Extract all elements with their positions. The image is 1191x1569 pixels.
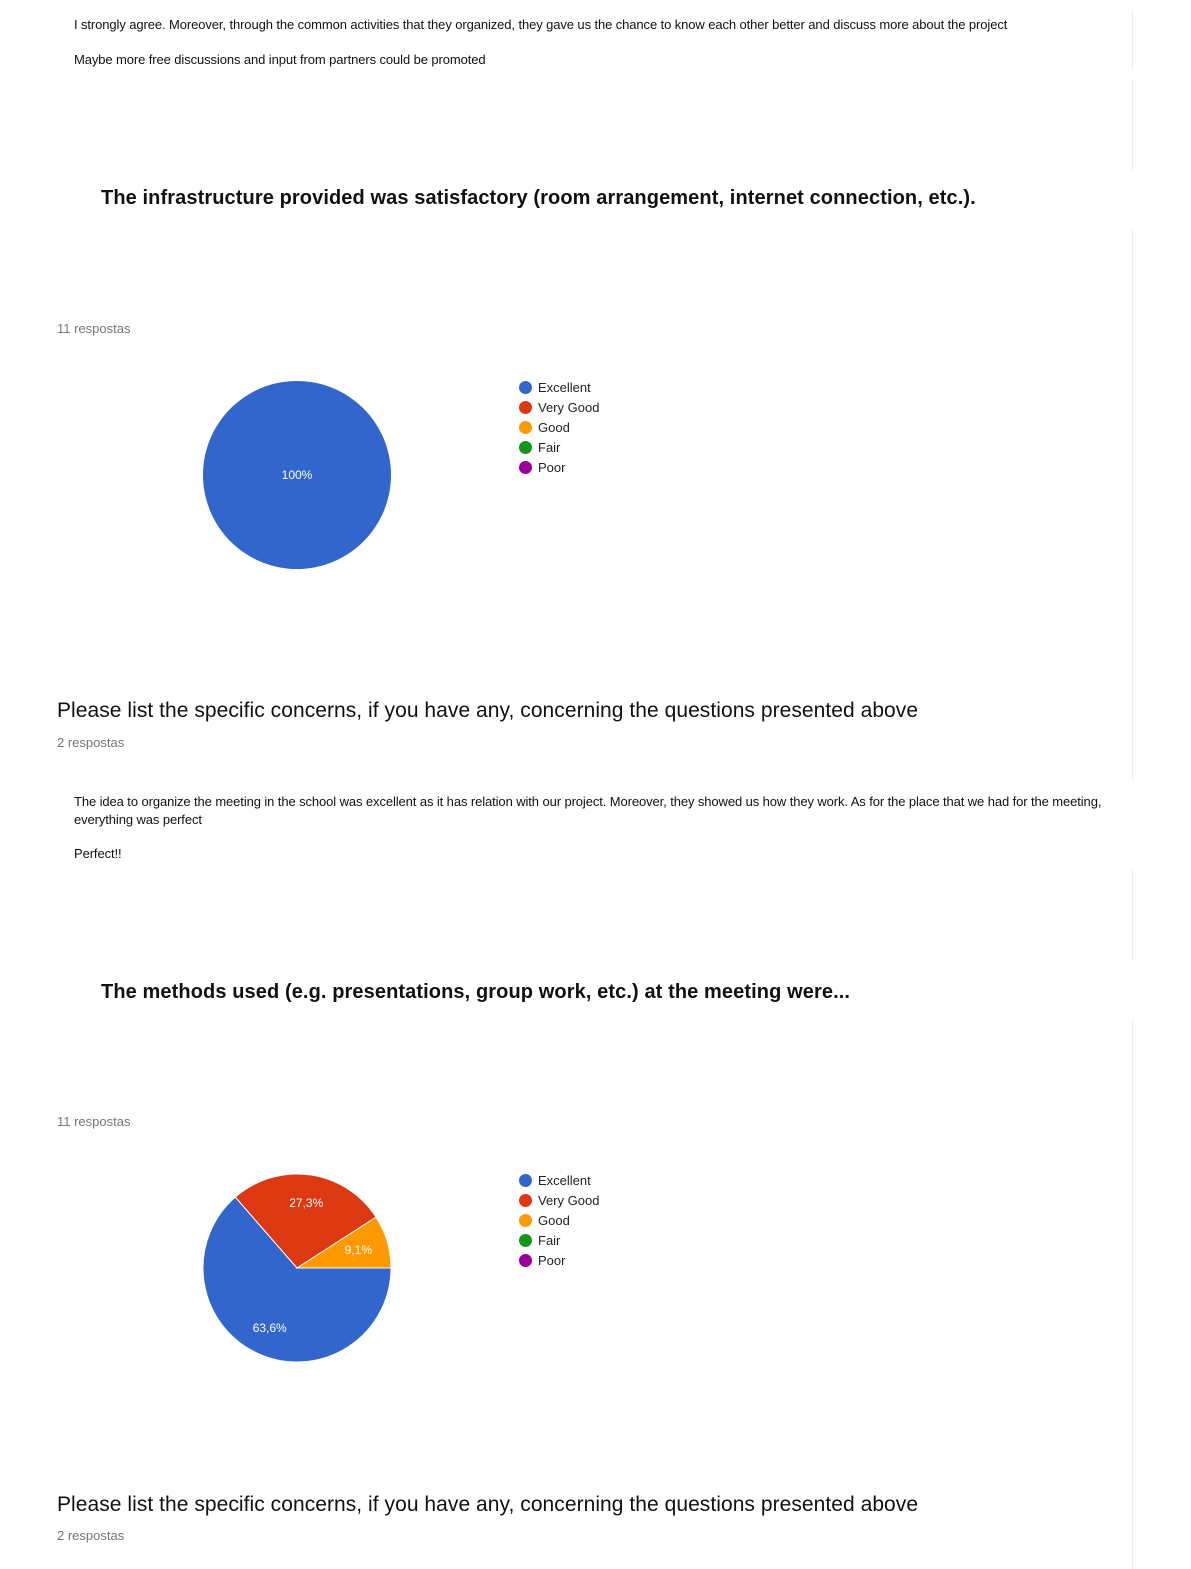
legend-label: Poor xyxy=(538,459,566,475)
response-text: The idea to organize the meeting in the school was excellent as it has relation with our project. Moreover, they showed us how they work. As for the place that we had for the meeting, everything was perfect xyxy=(74,794,1102,827)
legend-label: Excellent xyxy=(538,1172,591,1188)
response-text: Perfect!! xyxy=(74,846,122,861)
pie-slice-label: 27,3% xyxy=(289,1195,324,1210)
pie-slice-label: 9,1% xyxy=(344,1242,373,1257)
legend-item-poor xyxy=(519,457,599,477)
legend-item-good xyxy=(519,1210,599,1230)
rule-gap xyxy=(1131,170,1134,230)
legend-dot-fair xyxy=(519,1234,532,1247)
legend-dot-very-good xyxy=(519,401,532,414)
concerns-title: Please list the specific concerns, if you have any, concerning the questions presented above xyxy=(57,699,919,722)
pie-slice-label: 100% xyxy=(281,468,313,482)
response-text: I strongly agree. Moreover, through the common activities that they organized, they gave us the chance to know each other better and discuss more about the project xyxy=(74,17,1008,32)
response-text: Maybe more free discussions and input from partners could be promoted xyxy=(74,52,486,67)
legend-dot-poor xyxy=(519,1254,532,1267)
legend-item-good xyxy=(519,417,599,437)
legend-item-excellent xyxy=(519,377,599,397)
legend-dot-very-good xyxy=(519,1194,532,1207)
rule-gap xyxy=(1131,780,1134,870)
rule-gap xyxy=(1131,960,1134,1020)
legend-label: Fair xyxy=(538,1232,561,1248)
legend-item-excellent xyxy=(519,1170,599,1190)
chart-legend xyxy=(519,1170,599,1270)
rule-gap xyxy=(1131,0,1134,10)
legend-label: Good xyxy=(538,1212,570,1228)
rule-gap xyxy=(1131,70,1134,80)
legend-dot-good xyxy=(519,421,532,434)
legend-dot-excellent xyxy=(519,381,532,394)
pie-chart-methods xyxy=(180,1153,420,1383)
response-count: 11 respostas xyxy=(57,321,131,336)
response-count: 11 respostas xyxy=(57,1114,131,1129)
legend-item-fair xyxy=(519,437,599,457)
pie-chart-infrastructure xyxy=(180,360,420,590)
response-count: 2 respostas xyxy=(57,735,125,750)
legend-label: Poor xyxy=(538,1252,566,1268)
legend-dot-poor xyxy=(519,461,532,474)
legend-item-fair xyxy=(519,1230,599,1250)
legend-dot-fair xyxy=(519,441,532,454)
response-count: 2 respostas xyxy=(57,1528,125,1543)
legend-label: Very Good xyxy=(538,399,600,415)
legend-dot-good xyxy=(519,1214,532,1227)
legend-item-very-good xyxy=(519,397,599,417)
legend-label: Fair xyxy=(538,439,561,455)
question-title: The methods used (e.g. presentations, group work, etc.) at the meeting were... xyxy=(101,981,851,1003)
legend-label: Good xyxy=(538,419,570,435)
legend-label: Very Good xyxy=(538,1192,600,1208)
chart-legend xyxy=(519,377,599,477)
legend-item-poor xyxy=(519,1250,599,1270)
pie-slice-label: 63,6% xyxy=(252,1320,287,1335)
legend-label: Excellent xyxy=(538,379,591,395)
question-title: The infrastructure provided was satisfactory (room arrangement, internet connection, etc.). xyxy=(101,187,976,209)
legend-dot-excellent xyxy=(519,1174,532,1187)
legend-item-very-good xyxy=(519,1190,599,1210)
concerns-title: Please list the specific concerns, if you have any, concerning the questions presented above xyxy=(57,1493,919,1516)
